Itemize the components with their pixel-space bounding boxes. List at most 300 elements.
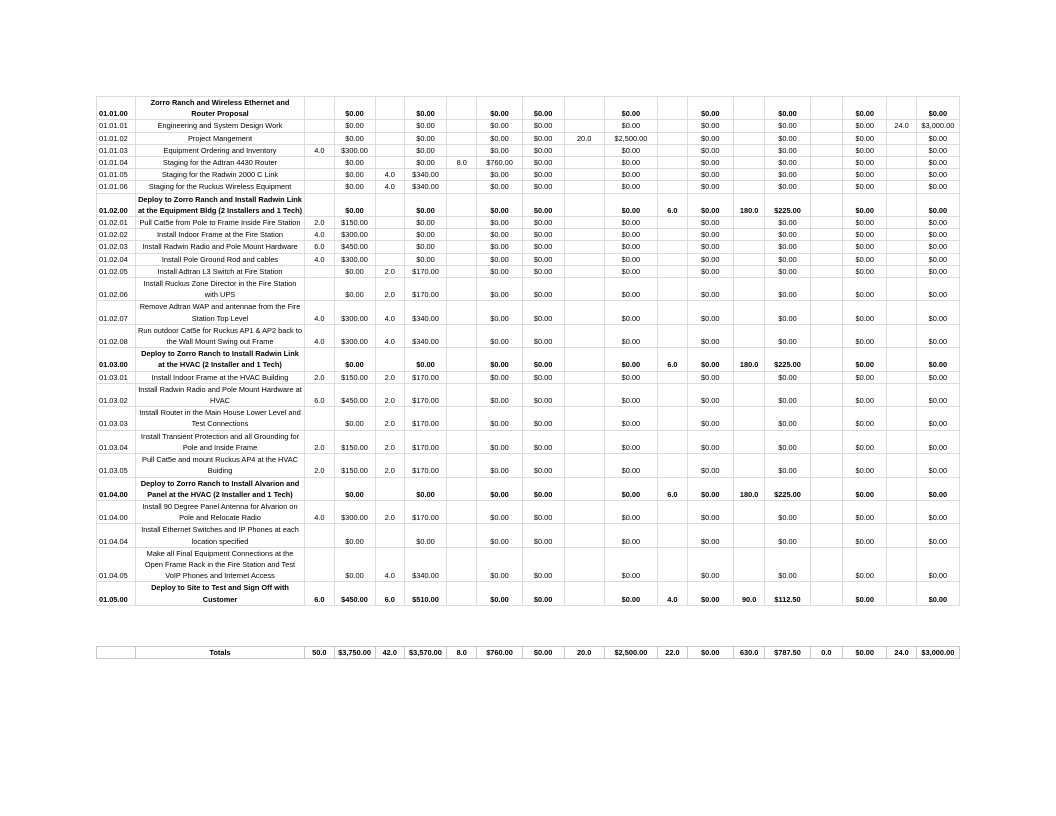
task-description: Install Transient Protection and all Grounding for Pole and Inside Frame <box>135 430 304 453</box>
amount-cell: $0.00 <box>843 278 887 301</box>
amount-cell: $0.00 <box>843 301 887 324</box>
task-id: 01.02.07 <box>97 301 136 324</box>
hours-cell <box>446 383 476 406</box>
task-id: 01.03.05 <box>97 454 136 477</box>
hours-cell: 90.0 <box>733 582 765 605</box>
hours-cell <box>305 157 334 169</box>
hours-cell <box>564 193 604 216</box>
amount-cell: $0.00 <box>843 547 887 582</box>
hours-cell: 2.0 <box>305 217 334 229</box>
hours-cell: 180.0 <box>733 348 765 371</box>
hours-cell: 6.0 <box>305 383 334 406</box>
hours-cell <box>810 193 843 216</box>
hours-cell <box>733 229 765 241</box>
task-description: Pull Cat5e and mount Ruckus AP4 at the HVAC Buiding <box>135 454 304 477</box>
hours-cell <box>446 524 476 547</box>
table-row <box>97 500 960 523</box>
hours-cell <box>446 181 476 193</box>
amount-cell: $0.00 <box>477 278 522 301</box>
hours-cell <box>564 97 604 120</box>
hours-cell <box>658 97 687 120</box>
hours-cell <box>733 407 765 430</box>
amount-cell: $450.00 <box>334 582 375 605</box>
hours-cell <box>564 348 604 371</box>
hours-cell <box>810 97 843 120</box>
amount-cell: $0.00 <box>687 253 733 265</box>
table-row <box>97 278 960 301</box>
amount-cell: $0.00 <box>404 193 446 216</box>
amount-cell: $0.00 <box>765 430 810 453</box>
table-row <box>97 454 960 477</box>
hours-cell <box>564 253 604 265</box>
hours-cell <box>658 229 687 241</box>
task-description: Install Indoor Frame at the Fire Station <box>135 229 304 241</box>
task-description: Zorro Ranch and Wireless Ethernet and Router Proposal <box>135 97 304 120</box>
hours-cell <box>810 144 843 156</box>
amount-cell: $0.00 <box>916 477 959 500</box>
hours-cell <box>658 278 687 301</box>
amount-cell: $170.00 <box>404 278 446 301</box>
table-row <box>97 144 960 156</box>
amount-cell: $0.00 <box>334 524 375 547</box>
hours-cell <box>733 241 765 253</box>
amount-cell: $0.00 <box>916 582 959 605</box>
amount-cell: $150.00 <box>334 217 375 229</box>
totals-row <box>97 647 960 659</box>
task-description: Engineering and System Design Work <box>135 120 304 132</box>
amount-cell: $0.00 <box>765 229 810 241</box>
hours-cell <box>733 301 765 324</box>
hours-cell <box>564 371 604 383</box>
task-description: Install Indoor Frame at the HVAC Building <box>135 371 304 383</box>
hours-cell <box>887 144 916 156</box>
amount-cell: $0.00 <box>916 229 959 241</box>
hours-cell <box>810 524 843 547</box>
task-description: Install Pole Ground Rod and cables <box>135 253 304 265</box>
hours-cell: 6.0 <box>305 582 334 605</box>
task-id: 01.02.02 <box>97 229 136 241</box>
amount-cell: $0.00 <box>404 132 446 144</box>
amount-cell: $150.00 <box>334 430 375 453</box>
hours-cell <box>446 97 476 120</box>
hours-cell <box>733 181 765 193</box>
amount-cell: $0.00 <box>843 97 887 120</box>
totals-label: Totals <box>135 647 304 659</box>
hours-cell <box>810 383 843 406</box>
hours-cell <box>887 524 916 547</box>
hours-cell <box>810 181 843 193</box>
amount-cell: $0.00 <box>916 524 959 547</box>
amount-cell: $340.00 <box>404 301 446 324</box>
amount-cell: $0.00 <box>916 97 959 120</box>
amount-cell: $510.00 <box>404 582 446 605</box>
total-cell: $2,500.00 <box>604 647 658 659</box>
amount-cell: $0.00 <box>843 371 887 383</box>
amount-cell: $0.00 <box>477 348 522 371</box>
hours-cell: 2.0 <box>375 407 404 430</box>
hours-cell <box>810 371 843 383</box>
total-cell: $0.00 <box>843 647 887 659</box>
hours-cell <box>810 241 843 253</box>
amount-cell: $0.00 <box>604 169 658 181</box>
hours-cell <box>658 383 687 406</box>
amount-cell: $0.00 <box>604 430 658 453</box>
hours-cell <box>733 500 765 523</box>
amount-cell: $170.00 <box>404 265 446 277</box>
amount-cell: $0.00 <box>604 500 658 523</box>
total-cell: $3,000.00 <box>916 647 959 659</box>
amount-cell: $0.00 <box>477 324 522 347</box>
amount-cell: $2,500.00 <box>604 132 658 144</box>
task-id: 01.03.03 <box>97 407 136 430</box>
hours-cell: 6.0 <box>658 348 687 371</box>
amount-cell: $0.00 <box>765 181 810 193</box>
hours-cell <box>810 430 843 453</box>
amount-cell: $0.00 <box>604 301 658 324</box>
amount-cell: $0.00 <box>522 217 564 229</box>
amount-cell: $0.00 <box>843 477 887 500</box>
amount-cell: $300.00 <box>334 253 375 265</box>
hours-cell: 2.0 <box>375 371 404 383</box>
amount-cell: $0.00 <box>687 454 733 477</box>
hours-cell <box>887 229 916 241</box>
task-description: Install Router in the Main House Lower Level and Test Connections <box>135 407 304 430</box>
amount-cell: $0.00 <box>334 132 375 144</box>
total-cell: $3,750.00 <box>334 647 375 659</box>
table-row <box>97 383 960 406</box>
amount-cell: $0.00 <box>843 181 887 193</box>
task-description: Deploy to Zorro Ranch and Install Radwin Link at the Equipment Bldg (2 Installers and 1 Tech) <box>135 193 304 216</box>
hours-cell <box>564 217 604 229</box>
table-row <box>97 132 960 144</box>
task-description: Install Radwin Radio and Pole Mount Hardware at HVAC <box>135 383 304 406</box>
task-id: 01.01.00 <box>97 97 136 120</box>
task-id: 01.01.06 <box>97 181 136 193</box>
hours-cell <box>564 477 604 500</box>
hours-cell <box>810 253 843 265</box>
amount-cell: $0.00 <box>843 253 887 265</box>
amount-cell: $170.00 <box>404 430 446 453</box>
hours-cell: 180.0 <box>733 477 765 500</box>
hours-cell <box>733 144 765 156</box>
hours-cell <box>375 477 404 500</box>
amount-cell: $0.00 <box>687 430 733 453</box>
hours-cell <box>446 265 476 277</box>
amount-cell: $225.00 <box>765 477 810 500</box>
amount-cell: $0.00 <box>604 217 658 229</box>
amount-cell: $0.00 <box>843 217 887 229</box>
amount-cell: $0.00 <box>916 157 959 169</box>
hours-cell <box>658 547 687 582</box>
hours-cell <box>810 547 843 582</box>
hours-cell <box>375 144 404 156</box>
hours-cell: 4.0 <box>305 253 334 265</box>
hours-cell: 4.0 <box>305 144 334 156</box>
hours-cell <box>305 169 334 181</box>
hours-cell: 2.0 <box>375 454 404 477</box>
hours-cell <box>564 500 604 523</box>
amount-cell: $0.00 <box>522 181 564 193</box>
table-row <box>97 97 960 120</box>
amount-cell: $0.00 <box>687 278 733 301</box>
table-row <box>97 371 960 383</box>
hours-cell <box>658 120 687 132</box>
amount-cell: $0.00 <box>916 217 959 229</box>
hours-cell: 4.0 <box>658 582 687 605</box>
total-cell: $0.00 <box>522 647 564 659</box>
amount-cell: $0.00 <box>765 301 810 324</box>
task-id: 01.05.00 <box>97 582 136 605</box>
amount-cell: $0.00 <box>916 348 959 371</box>
hours-cell <box>446 301 476 324</box>
hours-cell <box>658 132 687 144</box>
hours-cell <box>810 348 843 371</box>
amount-cell: $340.00 <box>404 324 446 347</box>
task-description: Make all Final Equipment Connections at the Open Frame Rack in the Fire Station and Test VoIP Phones and Internet Access <box>135 547 304 582</box>
hours-cell <box>733 547 765 582</box>
amount-cell: $0.00 <box>522 301 564 324</box>
amount-cell: $0.00 <box>843 454 887 477</box>
amount-cell: $0.00 <box>522 477 564 500</box>
hours-cell <box>375 348 404 371</box>
amount-cell: $0.00 <box>404 120 446 132</box>
amount-cell: $0.00 <box>916 547 959 582</box>
amount-cell: $0.00 <box>477 430 522 453</box>
amount-cell: $0.00 <box>687 500 733 523</box>
hours-cell <box>446 241 476 253</box>
amount-cell: $0.00 <box>404 157 446 169</box>
task-description: Deploy to Site to Test and Sign Off with Customer <box>135 582 304 605</box>
hours-cell <box>564 241 604 253</box>
hours-cell <box>810 157 843 169</box>
amount-cell: $0.00 <box>334 181 375 193</box>
table-row <box>97 229 960 241</box>
task-id: 01.01.02 <box>97 132 136 144</box>
task-description: Install Adtran L3 Switch at Fire Station <box>135 265 304 277</box>
hours-cell <box>658 241 687 253</box>
hours-cell <box>305 120 334 132</box>
amount-cell: $0.00 <box>404 524 446 547</box>
amount-cell: $170.00 <box>404 383 446 406</box>
amount-cell: $300.00 <box>334 144 375 156</box>
hours-cell <box>446 500 476 523</box>
amount-cell: $0.00 <box>604 193 658 216</box>
total-cell: 0.0 <box>810 647 843 659</box>
hours-cell <box>887 132 916 144</box>
hours-cell <box>658 181 687 193</box>
hours-cell: 8.0 <box>446 157 476 169</box>
amount-cell: $0.00 <box>687 97 733 120</box>
hours-cell <box>375 132 404 144</box>
amount-cell: $0.00 <box>477 265 522 277</box>
amount-cell: $0.00 <box>522 265 564 277</box>
amount-cell: $0.00 <box>477 169 522 181</box>
table-row <box>97 430 960 453</box>
amount-cell: $0.00 <box>765 241 810 253</box>
table-row <box>97 324 960 347</box>
hours-cell <box>733 454 765 477</box>
hours-cell <box>446 217 476 229</box>
amount-cell: $0.00 <box>916 278 959 301</box>
task-id: 01.02.03 <box>97 241 136 253</box>
hours-cell: 4.0 <box>305 500 334 523</box>
amount-cell: $450.00 <box>334 383 375 406</box>
hours-cell: 4.0 <box>305 324 334 347</box>
hours-cell <box>733 97 765 120</box>
hours-cell: 2.0 <box>375 500 404 523</box>
amount-cell: $0.00 <box>477 241 522 253</box>
total-cell: 20.0 <box>564 647 604 659</box>
table-row <box>97 348 960 371</box>
amount-cell: $3,000.00 <box>916 120 959 132</box>
amount-cell: $0.00 <box>404 253 446 265</box>
amount-cell: $0.00 <box>687 229 733 241</box>
hours-cell <box>733 132 765 144</box>
hours-cell: 2.0 <box>305 371 334 383</box>
hours-cell <box>733 157 765 169</box>
task-description: Staging for the Radwin 2000 C Link <box>135 169 304 181</box>
hours-cell <box>810 301 843 324</box>
task-id: 01.01.03 <box>97 144 136 156</box>
amount-cell: $0.00 <box>843 524 887 547</box>
hours-cell <box>305 265 334 277</box>
task-id: 01.02.01 <box>97 217 136 229</box>
hours-cell <box>887 582 916 605</box>
amount-cell: $0.00 <box>843 229 887 241</box>
hours-cell <box>810 407 843 430</box>
hours-cell <box>658 407 687 430</box>
hours-cell <box>658 217 687 229</box>
amount-cell: $0.00 <box>522 524 564 547</box>
amount-cell: $0.00 <box>843 383 887 406</box>
amount-cell: $0.00 <box>843 241 887 253</box>
amount-cell: $0.00 <box>765 524 810 547</box>
task-description: Project Mangement <box>135 132 304 144</box>
amount-cell: $0.00 <box>604 265 658 277</box>
task-description: Staging for the Adtran 4430 Router <box>135 157 304 169</box>
total-cell: 22.0 <box>658 647 687 659</box>
hours-cell <box>564 547 604 582</box>
amount-cell: $0.00 <box>916 132 959 144</box>
amount-cell: $0.00 <box>687 547 733 582</box>
hours-cell <box>810 169 843 181</box>
hours-cell <box>446 324 476 347</box>
amount-cell: $170.00 <box>404 500 446 523</box>
amount-cell: $0.00 <box>604 477 658 500</box>
hours-cell: 6.0 <box>658 477 687 500</box>
amount-cell: $0.00 <box>687 582 733 605</box>
amount-cell: $0.00 <box>687 241 733 253</box>
hours-cell <box>564 582 604 605</box>
amount-cell: $225.00 <box>765 348 810 371</box>
hours-cell <box>446 547 476 582</box>
amount-cell: $450.00 <box>334 241 375 253</box>
hours-cell <box>564 169 604 181</box>
task-id: 01.02.08 <box>97 324 136 347</box>
hours-cell <box>305 524 334 547</box>
hours-cell <box>305 278 334 301</box>
amount-cell: $0.00 <box>477 500 522 523</box>
task-id: 01.04.00 <box>97 500 136 523</box>
amount-cell: $0.00 <box>477 97 522 120</box>
hours-cell <box>564 324 604 347</box>
amount-cell: $0.00 <box>687 217 733 229</box>
amount-cell: $0.00 <box>687 265 733 277</box>
task-id: 01.01.01 <box>97 120 136 132</box>
hours-cell <box>375 241 404 253</box>
hours-cell: 4.0 <box>375 301 404 324</box>
amount-cell: $0.00 <box>843 132 887 144</box>
amount-cell: $0.00 <box>687 524 733 547</box>
amount-cell: $0.00 <box>477 454 522 477</box>
hours-cell <box>658 430 687 453</box>
amount-cell: $0.00 <box>477 217 522 229</box>
amount-cell: $0.00 <box>916 193 959 216</box>
amount-cell: $0.00 <box>604 181 658 193</box>
table-row <box>97 169 960 181</box>
hours-cell <box>446 278 476 301</box>
totals-table <box>96 646 960 659</box>
amount-cell: $0.00 <box>522 229 564 241</box>
table-row <box>97 265 960 277</box>
amount-cell: $0.00 <box>765 454 810 477</box>
hours-cell <box>887 348 916 371</box>
amount-cell: $0.00 <box>604 120 658 132</box>
amount-cell: $0.00 <box>477 144 522 156</box>
hours-cell <box>733 120 765 132</box>
task-description: Staging for the Ruckus Wireless Equipment <box>135 181 304 193</box>
amount-cell: $0.00 <box>334 547 375 582</box>
hours-cell: 4.0 <box>305 229 334 241</box>
hours-cell <box>733 169 765 181</box>
hours-cell <box>446 430 476 453</box>
hours-cell <box>887 157 916 169</box>
amount-cell: $0.00 <box>604 547 658 582</box>
amount-cell: $0.00 <box>916 181 959 193</box>
amount-cell: $0.00 <box>765 278 810 301</box>
hours-cell <box>658 324 687 347</box>
amount-cell: $0.00 <box>477 120 522 132</box>
hours-cell <box>658 500 687 523</box>
hours-cell <box>446 193 476 216</box>
amount-cell: $0.00 <box>477 301 522 324</box>
amount-cell: $0.00 <box>334 120 375 132</box>
amount-cell: $0.00 <box>477 524 522 547</box>
hours-cell <box>375 524 404 547</box>
amount-cell: $0.00 <box>477 229 522 241</box>
amount-cell: $0.00 <box>687 132 733 144</box>
amount-cell: $170.00 <box>404 407 446 430</box>
table-row <box>97 181 960 193</box>
hours-cell <box>810 500 843 523</box>
amount-cell: $0.00 <box>765 157 810 169</box>
amount-cell: $0.00 <box>916 430 959 453</box>
table-row <box>97 193 960 216</box>
hours-cell <box>887 193 916 216</box>
hours-cell <box>733 253 765 265</box>
amount-cell: $0.00 <box>687 383 733 406</box>
amount-cell: $0.00 <box>604 524 658 547</box>
amount-cell: $0.00 <box>604 144 658 156</box>
hours-cell <box>305 97 334 120</box>
amount-cell: $0.00 <box>916 407 959 430</box>
hours-cell <box>658 169 687 181</box>
hours-cell <box>446 582 476 605</box>
hours-cell <box>305 181 334 193</box>
amount-cell: $0.00 <box>765 500 810 523</box>
hours-cell: 24.0 <box>887 120 916 132</box>
amount-cell: $0.00 <box>477 582 522 605</box>
